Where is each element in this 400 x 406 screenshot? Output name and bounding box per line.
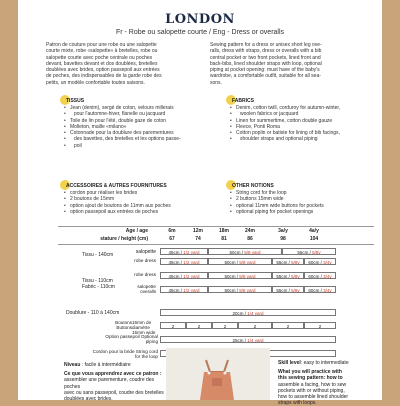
level-en-line: pockets with or without piping, xyxy=(278,387,345,394)
pattern-sheet xyxy=(18,0,382,406)
level-fr-line: Ce que vous apprendrez avec ce patron : xyxy=(64,371,162,378)
fabric-cell: 55cm / 5/8y xyxy=(272,272,304,279)
cord-label: Cordon pour la bride String cord for the loop xyxy=(92,349,158,359)
list-item: • Cotton poplin or batiste for lining of bib facings, xyxy=(230,130,380,136)
size-table-top-rule xyxy=(58,226,374,227)
list-item: • pour l'automne-hiver, flanelle ou jacquard xyxy=(64,111,214,117)
supplies-en-heading: OTHER NOTIONS xyxy=(232,183,274,189)
list-item: • shoulder straps and optional piping xyxy=(230,136,380,142)
list-item: • Toile de lin pour l'été, double gaze de coton xyxy=(64,118,214,124)
list-item: • option ajout de boutons de 11mm aux poches xyxy=(64,203,214,209)
list-item: • String cord for the loop xyxy=(230,190,380,196)
list-item: • Fleece, Ponti Roma xyxy=(230,124,380,130)
list-item: • Linen for summertime, cotton double gauze xyxy=(230,118,380,124)
intro-fr-line: devant, bavettes devant et dos doublées, bretelles xyxy=(46,60,158,67)
fabric-cell: 60cm / 3/4y xyxy=(304,258,336,265)
intro-fr-line: doublées avec brides, option passepoil aux entrées xyxy=(46,67,160,74)
page-title: LONDON xyxy=(165,12,235,27)
list-item: • poil xyxy=(64,143,214,149)
list-item: • des bavettes, des bretelles et les options passe- xyxy=(64,136,214,142)
level-en-line: how to assemble lined shoulder xyxy=(278,394,349,401)
fabric-cell: 45cm / 1/2 yard xyxy=(160,272,208,279)
piping-label: Option passepoil Optional piping xyxy=(105,334,158,344)
level-en xyxy=(278,360,378,406)
robe-label: robe dress xyxy=(134,272,156,277)
button-count-cell: 2 xyxy=(304,322,336,329)
fabrics-en-heading: FABRICS xyxy=(232,98,254,104)
overall-illustration-icon xyxy=(192,356,242,400)
intro-fr-line: Patron de couture pour une robe ou une salopette xyxy=(46,42,157,48)
level-fr-title: Niveau xyxy=(64,362,81,368)
button-count-cell: 2 xyxy=(238,322,272,329)
stature-label: stature / height (cm) xyxy=(100,236,148,242)
salopette-label: salopette overalls xyxy=(137,284,156,294)
level-fr-line: assembler une parementure, coudre des poches xyxy=(64,377,155,390)
fabric-cell: 45cm / 1/2 yard xyxy=(160,248,208,255)
level-en-line: straps with loops. xyxy=(278,400,317,406)
level-en-title: Skill level xyxy=(278,360,301,366)
intro-en xyxy=(210,42,360,86)
fabric-cell: 60cm / 3/4y xyxy=(304,286,336,293)
age-cell: 4a/y xyxy=(309,228,319,234)
fabric-cell: 50cm / 5/8 yard xyxy=(208,248,282,255)
height-cell: 67 xyxy=(169,236,175,242)
list-item: • Jean (denim), sergé de coton, velours millerais xyxy=(64,105,214,111)
fabrics-en-list xyxy=(230,105,380,143)
lining-cell: 20cm / 1/4 yard xyxy=(160,309,336,316)
button-count-cell: 2 xyxy=(160,322,186,329)
intro-en-line: ralls, dress with straps, dress or overalls with a bib xyxy=(210,48,322,55)
intro-en-line: wardrobe, a comfortable outfit, suitable for all sea- xyxy=(210,73,321,80)
button-count-cell: 2 xyxy=(186,322,212,329)
intro-fr-line: de poches, des indispensables de la garde robe des xyxy=(46,73,162,80)
page-subtitle: Fr - Robe ou salopette courte / Eng - Dress or overalls xyxy=(115,29,285,36)
age-cell: 18m xyxy=(218,228,229,234)
list-item: • Cotonnade pour la doublure des parementures xyxy=(64,130,214,136)
age-cell: 6m xyxy=(168,228,176,234)
intro-en-line: sons. xyxy=(210,79,222,86)
level-en-value: : easy to intermediate xyxy=(300,360,349,366)
fabric-cell: 45cm / 1/2 yard xyxy=(160,258,208,265)
robe-label: robe dress xyxy=(134,258,156,263)
supplies-fr-list xyxy=(64,190,214,215)
level-fr-line: avec ou sans passepoil, coudre des bretelles xyxy=(64,389,164,396)
list-item: • optional piping for pocket openings xyxy=(230,209,380,215)
intro-en-line: Sewing pattern for a dress or unisex short leg ove- xyxy=(210,42,322,48)
fabric-cell: 50cm / 5/8 yard xyxy=(208,258,272,265)
fabric-cell: 55cm / 5/8y xyxy=(272,286,304,293)
salopette-label: salopette xyxy=(135,249,156,255)
button-count-cell: 2 xyxy=(272,322,304,329)
intro-en-line: back-bibs, lined shoulder straps with loop, optional xyxy=(210,60,322,67)
fabric-cell: 50cm / 5/8 yard xyxy=(208,272,272,279)
intro-fr xyxy=(46,42,196,86)
level-en-line: assemble a facing, how to sew xyxy=(278,381,347,388)
intro-en-line: piping at pocket opening: must have of the baby's xyxy=(210,67,320,74)
fabric-cell: 45cm / 1/2 yard xyxy=(160,286,208,293)
list-item: • option passepoil aux entrées de poches xyxy=(64,209,214,215)
height-cell: 86 xyxy=(247,236,253,242)
list-item: • woolen fabrics or jacquard xyxy=(230,111,380,117)
level-fr-line: doublées avec brides. xyxy=(64,396,113,403)
supplies-fr-heading: ACCESSOIRES & AUTRES FOURNITURES xyxy=(66,183,167,189)
supplies-en-list xyxy=(230,190,380,215)
buttons-label: Boutons Buttons xyxy=(115,320,132,330)
intro-fr-line: salopette courte avec poche centrale ou poches xyxy=(46,54,153,61)
fabric-cell: 60cm / 3/4y xyxy=(304,272,336,279)
age-label: Age / age xyxy=(125,228,148,234)
level-fr xyxy=(64,362,164,402)
list-item: • optional 11mm wide buttons for pockets xyxy=(230,203,380,209)
age-cell: 24m xyxy=(244,228,255,234)
height-cell: 98 xyxy=(280,236,286,242)
fabric-cell: 50cm / 5/8 yard xyxy=(208,286,272,293)
fabric-110-label: Tissu - 110cm Fabric - 110cm xyxy=(82,278,115,290)
list-item: • Denim, cotton twill, corduroy for autumn-winter, xyxy=(230,105,380,111)
fabric-cell: 55cm / 5/8y xyxy=(282,248,336,255)
height-cell: 81 xyxy=(221,236,227,242)
age-cell: 12m xyxy=(192,228,203,234)
lining-label: Doublure - 110 à 140cm xyxy=(66,310,120,316)
height-cell: 74 xyxy=(195,236,201,242)
level-en-line: this sewing pattern: how to xyxy=(278,375,343,382)
height-cell: 104 xyxy=(309,236,319,242)
level-en-line: What you will practice with xyxy=(278,369,342,376)
fabric-cell: 55cm / 5/8y xyxy=(272,258,304,265)
button-size-label: 15mm de diamètre 15mm wide xyxy=(132,320,156,335)
fabrics-fr-list xyxy=(64,105,214,149)
piping-cell: 25cm / 1/4 yard xyxy=(160,336,336,343)
intro-fr-line: petits, un modèle confortable toutes saisons. xyxy=(46,79,145,86)
size-table-header-rule xyxy=(58,244,374,245)
fabrics-fr-heading: TISSUS xyxy=(66,98,85,104)
button-count-cell: 2 xyxy=(212,322,238,329)
age-cell: 3a/y xyxy=(278,228,288,234)
intro-fr-line: courte mixte, robe «salopette» à bretelles, robe ou xyxy=(46,48,158,55)
fabric-140-label: Tissu - 140cm xyxy=(82,252,114,258)
list-item: • 2 buttons 15mm wide xyxy=(230,196,380,202)
intro-en-line: central pocket or two front pockets, lined front and xyxy=(210,54,321,61)
level-fr-value: : facile à intermédiaire xyxy=(81,362,131,368)
list-item: • cordon pour réaliser les brides xyxy=(64,190,214,196)
list-item: • Molleton, maille «milano» xyxy=(64,124,214,130)
list-item: • 2 boutons de 15mm xyxy=(64,196,214,202)
